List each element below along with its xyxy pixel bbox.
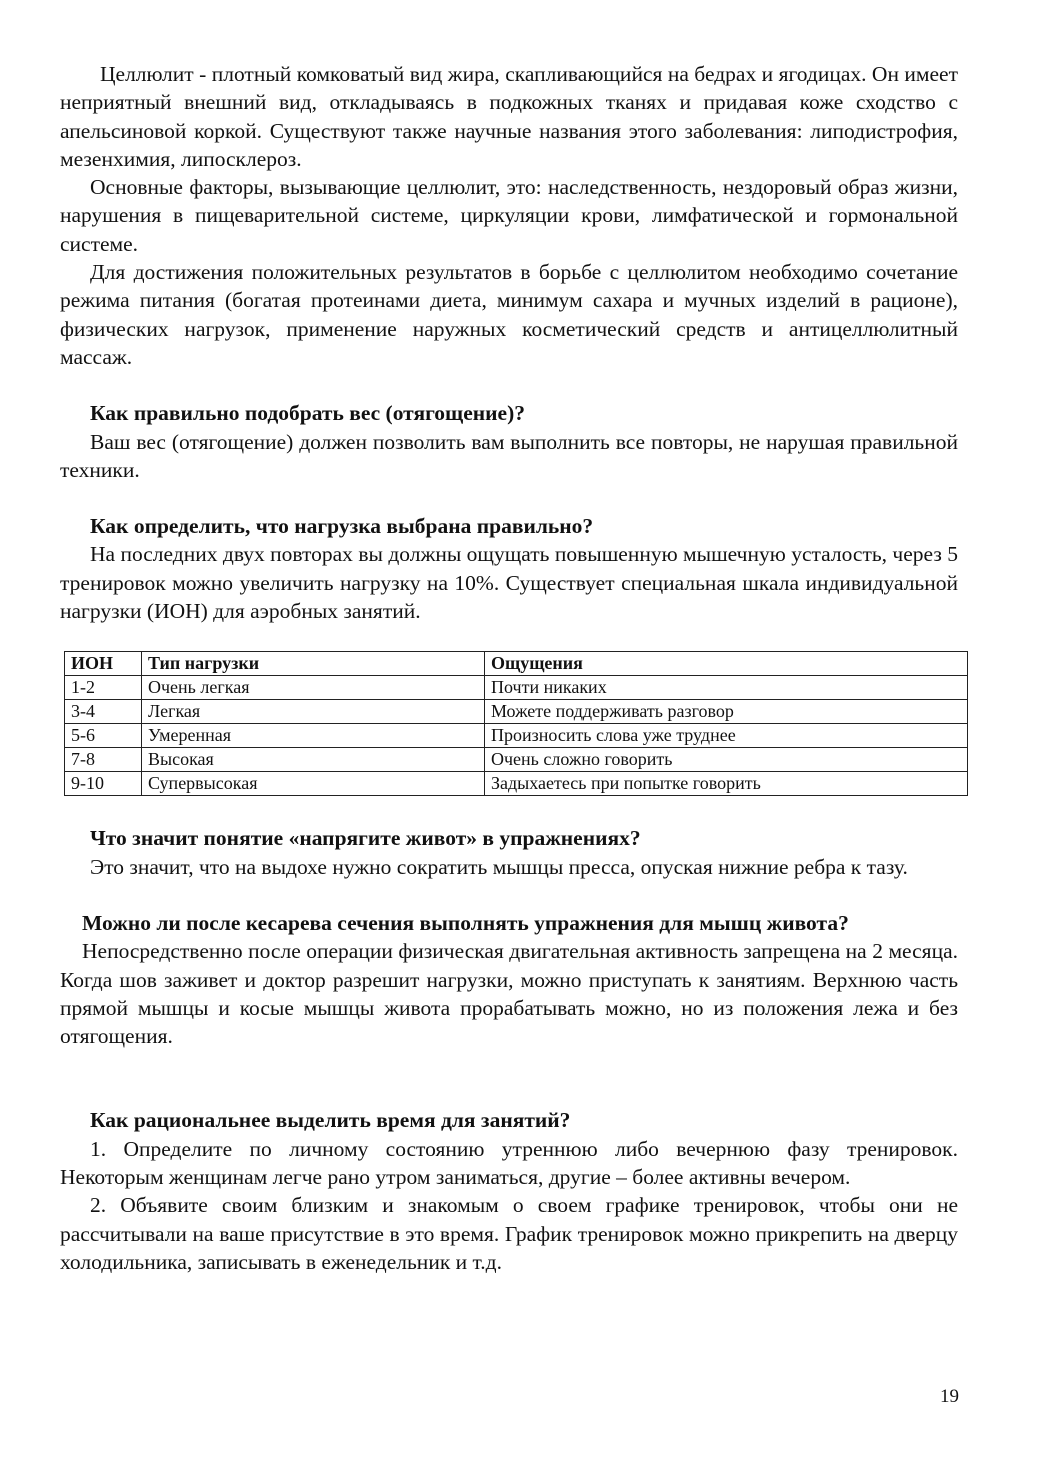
table-row (65, 748, 968, 772)
table-header-type: Тип нагрузки (142, 652, 485, 676)
paragraph-time-item-1: 1. Определите по личному состоянию утреннюю либо вечернюю фазу тренировок. Некоторым женщинам легче рано утром заниматься, другие – более активны вечером. (60, 1136, 958, 1190)
table-row (65, 700, 968, 724)
table-cell-type: Высокая (142, 748, 485, 772)
table-cell-ion: 7-8 (65, 748, 142, 772)
spacer (60, 1050, 958, 1106)
table-header-ion: ИОН (65, 652, 142, 676)
heading-belly: Что значит понятие «напрягите живот» в упражнениях? (90, 826, 641, 851)
paragraph-load: На последних двух повторах вы должны ощущать повышенную мышечную усталость, через 5 тренировок можно увеличить нагрузку на 10%. Существует специальная шкала индивидуальной нагрузки (ИОН) для аэробных занятий. (60, 542, 958, 624)
table-row (65, 772, 968, 796)
table-cell-ion: 9-10 (65, 772, 142, 796)
paragraph-cellulite-treatment: Для достижения положительных результатов в борьбе с целлюлитом необходимо сочетание режима питания (богатая протеинами диета, минимум сахара и мучных изделий в рационе), физических нагрузок, применение наружных косметический средств и антицеллюлитный массаж. (60, 260, 958, 369)
page-number: 19 (940, 1386, 959, 1407)
table-cell-feel: Можете поддерживать разговор (485, 700, 968, 724)
spacer (60, 796, 958, 824)
table-header-feel: Ощущения (485, 652, 968, 676)
spacer (60, 881, 958, 909)
heading-load: Как определить, что нагрузка выбрана правильно? (90, 514, 594, 539)
paragraph-cellulite-definition: Целлюлит - плотный комковатый вид жира, скапливающийся на бедрах и ягодицах. Он имеет неприятный внешний вид, откладываясь в подкожных тканях и придавая коже сходство с апельсиновой коркой. Существуют также научные названия этого заболевания: липодистрофия, мезенхимия, липосклероз. (60, 62, 958, 171)
paragraph-time-item-2: 2. Объявите своим близким и знакомым о своем графике тренировок, чтобы они не рассчитывали на ваше присутствие в это время. График тренировок можно прикрепить на дверцу холодильника, записывать в еженедельник и т.д. (60, 1193, 958, 1274)
table-cell-feel: Почти никаких (485, 676, 968, 700)
table-cell-type: Умеренная (142, 724, 485, 748)
table-row (65, 724, 968, 748)
table-cell-feel: Задыхаетесь при попытке говорить (485, 772, 968, 796)
paragraph-weight: Ваш вес (отягощение) должен позволить вам выполнить все повторы, не нарушая правильной техники. (60, 429, 958, 482)
paragraph-cellulite-factors: Основные факторы, вызывающие целлюлит, это: наследственность, нездоровый образ жизни, нарушения в пищеварительной системе, циркуляции крови, лимфатической и гормональной системе. (60, 175, 958, 256)
table-cell-ion: 1-2 (65, 676, 142, 700)
heading-cesarean: Можно ли после кесарева сечения выполнять упражнения для мышц живота? (82, 910, 849, 935)
paragraph-cesarean: Непосредственно после операции физическая двигательная активность запрещена на 2 месяца. Когда шов заживет и доктор разрешит нагрузки, можно приступать к занятиям. Верхнюю часть прямой мышцы и косые мышцы живота прорабатывать можно, но из положения лежа и без отягощения. (60, 939, 958, 1049)
table-cell-type: Легкая (142, 700, 485, 724)
heading-time: Как рациональнее выделить время для занятий? (90, 1108, 571, 1133)
load-scale-table (64, 651, 968, 796)
table-cell-feel: Очень сложно говорить (485, 748, 968, 772)
spacer (60, 371, 958, 399)
table-cell-feel: Произносить слова уже труднее (485, 724, 968, 748)
heading-weight: Как правильно подобрать вес (отягощение)? (90, 401, 525, 426)
table-cell-ion: 5-6 (65, 724, 142, 748)
spacer (60, 484, 958, 512)
table-row (65, 676, 968, 700)
paragraph-belly: Это значит, что на выдохе нужно сократить мышцы пресса, опуская нижние ребра к тазу. (90, 854, 908, 879)
table-cell-ion: 3-4 (65, 700, 142, 724)
document-page (60, 60, 958, 1276)
table-header-row (65, 652, 968, 676)
table-cell-type: Очень легкая (142, 676, 485, 700)
table-cell-type: Супервысокая (142, 772, 485, 796)
